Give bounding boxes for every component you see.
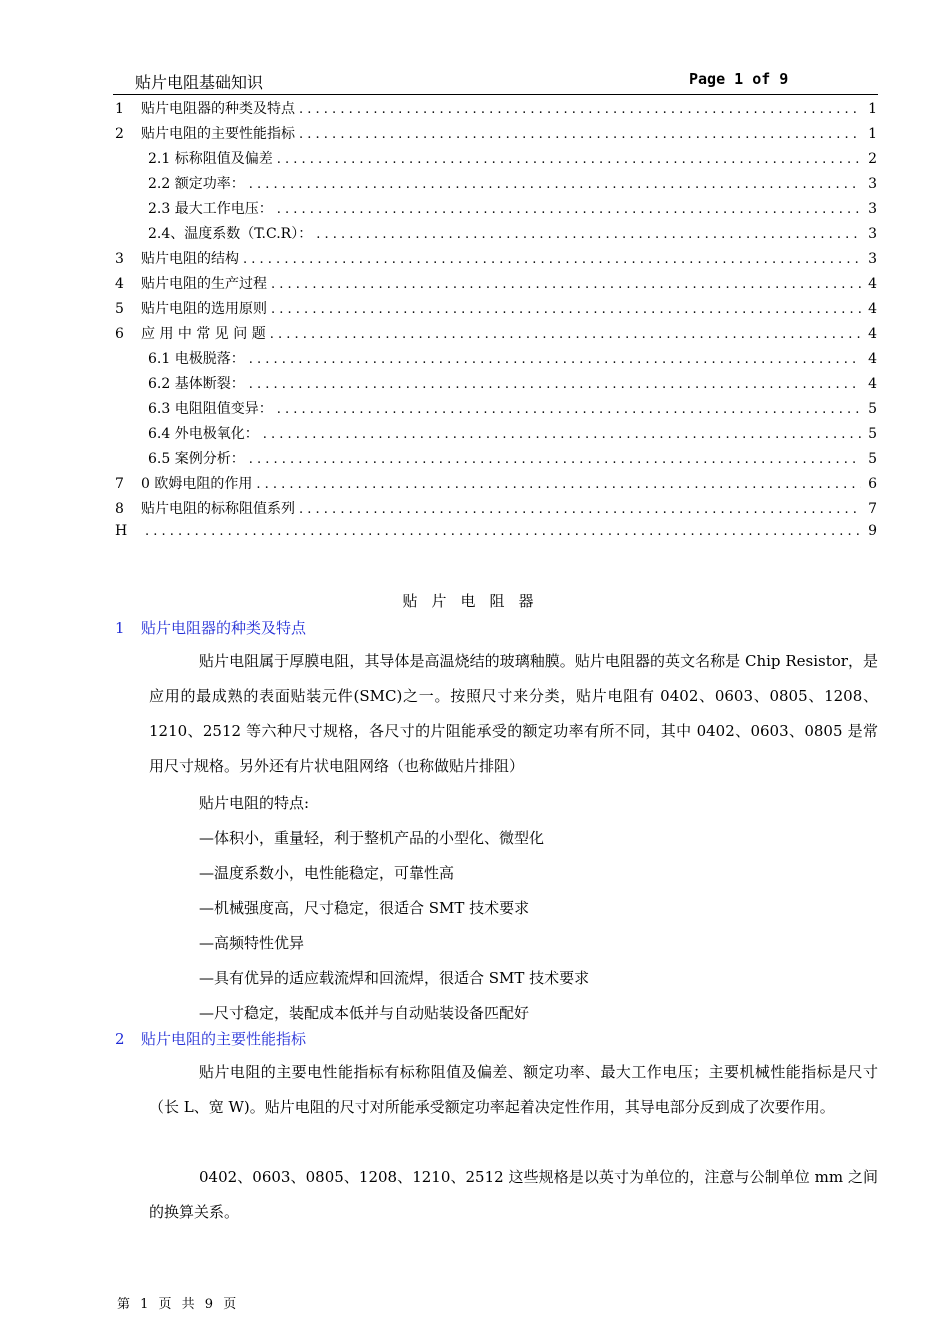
section-1-paragraph: 贴片电阻属于厚膜电阻，其导体是高温烧结的玻璃釉膜。贴片电阻器的英文名称是 Chip Resistor，是应用的最成熟的表面贴装元件(SMC)之一。按照尺寸来分类，贴片电阻有 0402、0603、0805、1208、1210、2512 等六种尺寸规格，各尺寸的片阻能承受的额定功率有所不同，其中 0402、0603、0805 是常用尺寸规格。另外还有片状电阻网络（也称做贴片排阻）	[149, 652, 878, 775]
toc-leader-dots	[277, 402, 861, 417]
section-2-paragraph-1: 贴片电阻的主要电性能指标有标称阻值及偏差、额定功率、最大工作电压；主要机械性能指标是尺寸（长 L、宽 W)。贴片电阻的尺寸对所能承受额定功率起着决定性作用，其导电部分反到成了次要作用。	[149, 1063, 878, 1116]
section-2-heading[interactable]	[115, 1028, 306, 1049]
toc-entry[interactable]	[115, 273, 877, 298]
section-2-paragraph-2: 0402、0603、0805、1208、1210、2512 这些规格是以英寸为单位的，注意与公制单位 mm 之间的换算关系。	[149, 1168, 878, 1221]
toc-entry-title: 2.1 标称阻值及偏差	[148, 151, 273, 167]
toc-leader-dots	[249, 377, 861, 392]
toc-entry[interactable]	[115, 523, 877, 548]
toc-entry[interactable]	[115, 473, 877, 498]
toc-entry-page: 5	[868, 451, 877, 467]
toc-entry-page: 3	[868, 226, 877, 242]
toc-entry-page: 1	[868, 126, 877, 142]
toc-entry[interactable]	[115, 248, 877, 273]
toc-leader-dots	[316, 227, 861, 242]
toc-entry-number: H	[115, 523, 128, 539]
toc-leader-dots	[270, 327, 861, 342]
toc-entry[interactable]	[115, 498, 877, 523]
toc-entry[interactable]	[115, 448, 877, 473]
header-page-number: Page 1 of 9	[689, 70, 789, 88]
toc-entry-page: 6	[868, 476, 877, 492]
toc-entry[interactable]	[115, 323, 877, 348]
section-1-title: 贴片电阻器的种类及特点	[141, 619, 307, 637]
toc-entry-page: 2	[868, 151, 877, 167]
toc-leader-dots	[299, 127, 861, 142]
toc-entry-number: 5	[115, 301, 124, 317]
toc-entry-number: 1	[115, 101, 124, 117]
toc-entry-title: 贴片电阻的标称阻值系列	[141, 501, 295, 517]
toc-leader-dots	[263, 427, 861, 442]
toc-leader-dots	[299, 102, 861, 117]
feature-item: —具有优异的适应载流焊和回流焊，很适合 SMT 技术要求	[199, 969, 590, 987]
toc-leader-dots	[243, 252, 861, 267]
toc-entry[interactable]	[115, 148, 877, 173]
toc-entry-title: 2.4、温度系数（T.C.R）：	[148, 226, 313, 242]
toc-leader-dots	[249, 177, 861, 192]
toc-entry-page: 4	[868, 276, 877, 292]
toc-leader-dots	[271, 302, 861, 317]
section-1-number: 1	[115, 619, 125, 637]
toc-entry-page: 3	[868, 176, 877, 192]
toc-entry-title: 应 用 中 常 见 问 题	[141, 326, 266, 342]
toc-entry[interactable]	[115, 373, 877, 398]
header-title: 贴片电阻基础知识	[135, 73, 264, 92]
toc-entry-number: 8	[115, 501, 124, 517]
toc-entry-page: 5	[868, 426, 877, 442]
toc-entry-title: 6.3 电阻阻值变异：	[148, 401, 273, 417]
feature-item: —机械强度高，尺寸稳定，很适合 SMT 技术要求	[199, 899, 530, 917]
toc-entry-title: 贴片电阻的主要性能指标	[141, 126, 295, 142]
section-2-number: 2	[115, 1030, 125, 1048]
toc-entry-title: 贴片电阻的选用原则	[141, 301, 267, 317]
toc-entry-title: 0 欧姆电阻的作用	[141, 476, 253, 492]
toc-entry-title: 贴片电阻的结构	[141, 251, 239, 267]
feature-item: —体积小，重量轻，利于整机产品的小型化、微型化	[199, 829, 545, 847]
toc-entry[interactable]	[115, 423, 877, 448]
toc-entry-title: 6.5 案例分析：	[148, 451, 245, 467]
toc-entry-number: 3	[115, 251, 124, 267]
toc-entry-number: 7	[115, 476, 124, 492]
toc-leader-dots	[271, 277, 861, 292]
toc-entry-title: 2.2 额定功率：	[148, 176, 245, 192]
feature-item: —高频特性优异	[199, 934, 305, 952]
toc-entry[interactable]	[115, 173, 877, 198]
toc-leader-dots	[299, 502, 861, 517]
toc-entry-page: 9	[868, 523, 877, 539]
toc-entry[interactable]	[115, 123, 877, 148]
toc-entry[interactable]	[115, 98, 877, 123]
toc-entry-page: 3	[868, 201, 877, 217]
toc-entry-page: 5	[868, 401, 877, 417]
toc-entry[interactable]	[115, 223, 877, 248]
document-title: 贴片电阻器	[402, 592, 548, 610]
toc-entry-page: 4	[868, 376, 877, 392]
toc-entry-title: 贴片电阻器的种类及特点	[141, 101, 295, 117]
page-footer: 第 1 页 共 9 页	[117, 1297, 240, 1312]
page-header	[113, 70, 878, 95]
table-of-contents	[115, 98, 877, 548]
toc-entry-number: 4	[115, 276, 124, 292]
toc-entry-page: 4	[868, 301, 877, 317]
toc-entry-number: 6	[115, 326, 124, 342]
toc-entry-page: 4	[868, 351, 877, 367]
toc-entry-page: 7	[868, 501, 877, 517]
feature-item: —尺寸稳定，装配成本低并与自动贴装设备匹配好	[199, 1004, 530, 1022]
feature-item: —温度系数小，电性能稳定，可靠性高	[199, 864, 455, 882]
section-1-heading[interactable]	[115, 617, 306, 638]
toc-leader-dots	[145, 524, 861, 539]
section-2-title: 贴片电阻的主要性能指标	[141, 1030, 307, 1048]
toc-leader-dots	[277, 152, 861, 167]
toc-entry-title: 6.4 外电极氧化：	[148, 426, 259, 442]
toc-entry-title: 6.1 电极脱落：	[148, 351, 245, 367]
toc-entry[interactable]	[115, 348, 877, 373]
toc-entry-number: 2	[115, 126, 124, 142]
features-title: 贴片电阻的特点:	[199, 794, 310, 812]
toc-entry[interactable]	[115, 198, 877, 223]
toc-entry-page: 3	[868, 251, 877, 267]
toc-leader-dots	[277, 202, 861, 217]
toc-leader-dots	[256, 477, 861, 492]
toc-entry-title: 6.2 基体断裂：	[148, 376, 245, 392]
toc-entry-title: 贴片电阻的生产过程	[141, 276, 267, 292]
toc-leader-dots	[249, 352, 861, 367]
toc-leader-dots	[249, 452, 861, 467]
toc-entry[interactable]	[115, 298, 877, 323]
toc-entry-title: 2.3 最大工作电压：	[148, 201, 273, 217]
toc-entry[interactable]	[115, 398, 877, 423]
toc-entry-page: 1	[868, 101, 877, 117]
toc-entry-page: 4	[868, 326, 877, 342]
